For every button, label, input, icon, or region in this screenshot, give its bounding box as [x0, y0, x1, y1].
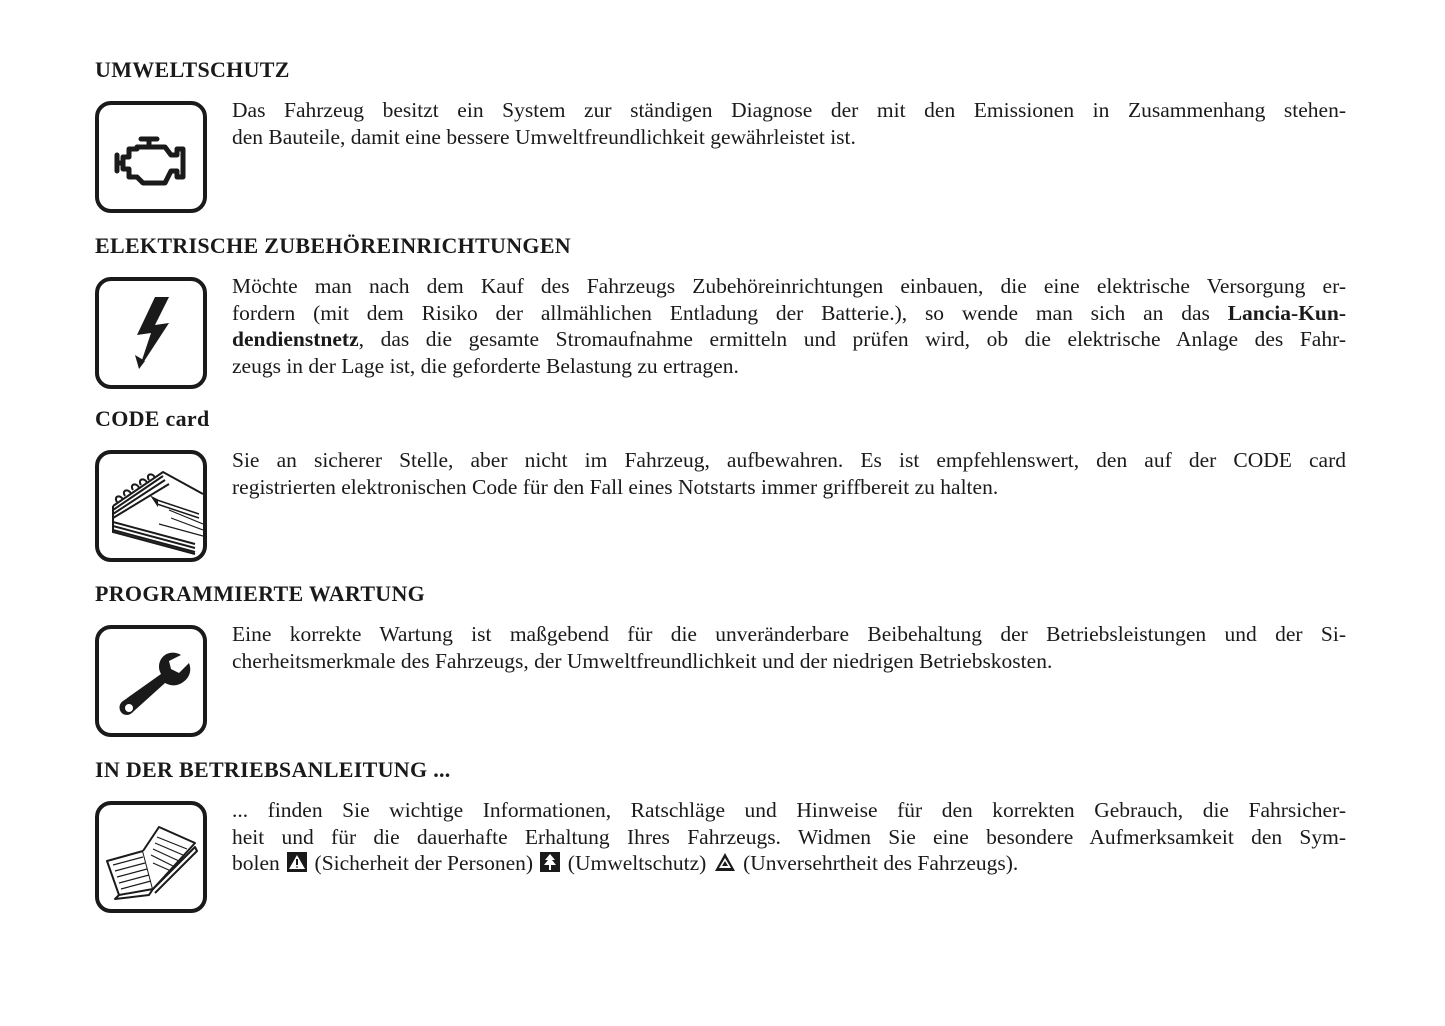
wrench-icon-box — [95, 625, 207, 737]
text-span: (Umweltschutz) — [567, 851, 707, 875]
heading-elektrische-zubehoer: ELEKTRISCHE ZUBEHÖREINRICHTUNGEN — [95, 233, 571, 258]
text-line — [232, 850, 1346, 877]
text-line: heit und für die dauerhafte Erhaltung Ihres Fahrzeugs. Widmen Sie eine besondere Aufmerksamkeit den Sym- — [232, 824, 1346, 849]
paragraph-code-card — [232, 447, 1346, 500]
heading-programmierte-wartung: PROGRAMMIERTE WARTUNG — [95, 581, 426, 606]
text-line: Möchte man nach dem Kauf des Fahrzeugs Zubehöreinrichtungen einbauen, die eine elektrische Versorgung er- — [232, 274, 1346, 298]
paragraph-betriebsanleitung — [232, 797, 1346, 877]
text-span: (Sicherheit der Personen) — [314, 851, 534, 875]
text-line: ... finden Sie wichtige Informationen, Ratschläge und Hinweise für den korrekten Gebrauch, die Fahrsicher- — [232, 798, 1346, 822]
open-book-icon — [99, 805, 203, 909]
book-icon-box — [95, 801, 207, 913]
text-line: registrierten elektronischen Code für den Fall eines Notstarts immer griffbereit zu halten. — [232, 474, 999, 499]
text-line: zeugs in der Lage ist, die geforderte Belastung zu ertragen. — [232, 353, 739, 378]
text-line: cherheitsmerkmale des Fahrzeugs, der Umweltfreundlichkeit und der niedrigen Betriebskosten. — [232, 648, 1053, 673]
text-line: Eine korrekte Wartung ist maßgebend für die unveränderbare Beibehaltung der Betriebsleistungen und der Si- — [232, 622, 1346, 646]
lightning-icon — [99, 281, 203, 385]
notebook-icon-box — [95, 450, 207, 562]
text-line: den Bauteile, damit eine bessere Umweltfreundlichkeit gewährleistet ist. — [232, 124, 856, 149]
lancia-service-bold: Lancia-Kun- — [1227, 300, 1346, 325]
environment-tree-icon — [540, 852, 560, 872]
paragraph-umweltschutz — [232, 97, 1346, 150]
wrench-icon — [99, 629, 203, 733]
text-line: Das Fahrzeug besitzt ein System zur ständigen Diagnose der mit den Emissionen in Zusammenhang stehen- — [232, 98, 1346, 122]
notebook-pencil-icon — [99, 454, 203, 558]
text-line — [232, 300, 1346, 327]
lightning-icon-box — [95, 277, 207, 389]
engine-icon-box — [95, 101, 207, 213]
warning-person-icon — [287, 852, 307, 872]
heading-betriebsanleitung: IN DER BETRIEBSANLEITUNG ... — [95, 757, 451, 782]
engine-icon — [99, 105, 203, 209]
text-span: fordern (mit dem Risiko der allmählichen Entladung der Batterie.), so wende man sich an das — [232, 300, 1228, 325]
text-span: , das die gesamte Stromaufnahme ermitteln und prüfen wird, ob die elektrische Anlage des Fahr- — [358, 327, 1346, 351]
text-line: Sie an sicherer Stelle, aber nicht im Fahrzeug, aufbewahren. Es ist empfehlenswert, den auf der CODE card — [232, 448, 1346, 472]
text-span: bolen — [232, 851, 280, 875]
heading-code-card: CODE card — [95, 406, 210, 431]
vehicle-caution-icon — [714, 852, 736, 872]
lancia-service-bold: dendienstnetz — [232, 327, 359, 351]
text-span: (Unversehrtheit des Fahrzeugs). — [743, 851, 1019, 875]
heading-umweltschutz: UMWELTSCHUTZ — [95, 57, 290, 82]
paragraph-programmierte-wartung — [232, 621, 1346, 674]
text-line — [232, 326, 1346, 353]
paragraph-elektrische-zubehoer — [232, 273, 1346, 379]
